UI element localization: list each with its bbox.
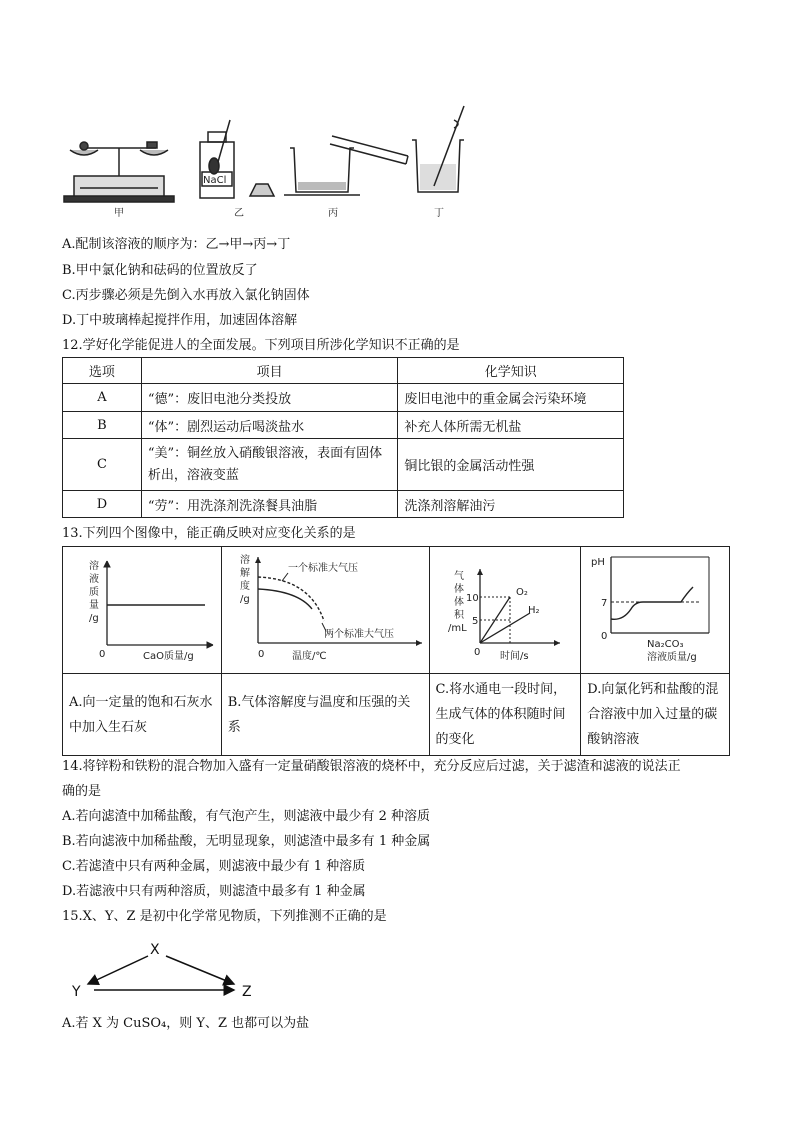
node-z: Z [242,984,252,1000]
graph-b-label-2atm: 两个标准大气压 [323,629,394,640]
arrow-x-to-y [88,956,148,984]
graph-a-cell [63,547,222,674]
q11-option-d: D.丁中玻璃棒起搅拌作用，加速固体溶解 [62,313,298,328]
graph-a-ylabel-0: 溶 [89,561,99,572]
figure-label-ding: 丁 [434,208,444,219]
q12-row-c-knowledge: 铜比银的金属活动性强 [398,439,624,491]
q15-option-a: A.若 X 为 CuSO₄，则 Y、Z 也都可以为盐 [62,1016,310,1031]
graph-b-origin: 0 [257,649,265,660]
graph-b-label-1atm: 一个标准大气压 [287,563,358,574]
graph-a-ylabel-2: 质 [89,587,99,598]
figure-label-bing: 丙 [328,208,338,219]
q13-caption-d: D.向氯化钙和盐酸的混合溶液中加入过量的碳酸钠溶液 [581,674,730,756]
graph-d-ylabel: pH [591,557,606,568]
graph-a-ylabel-1: 液 [89,574,99,585]
q12-row-b-option: B [63,412,142,439]
stirring-figure [412,106,464,192]
graph-c-cell [429,547,581,674]
graph-c-ylabel-1: 体 [453,584,464,595]
q13-caption-b: B.气体溶解度与温度和压强的关系 [221,674,429,756]
graph-c-tick-10: 10 [465,593,479,604]
q12-row-a-option: A [63,384,142,412]
q15-relationship-diagram [62,938,272,1002]
q12-row-c-option: C [63,439,142,491]
q12-row-c-item: “美”：铜丝放入硝酸银溶液，表面有固体析出，溶液变蓝 [141,439,398,491]
q12-stem: 12.学好化学能促进人的全面发展。下列项目所涉化学知识不正确的是 [62,338,460,353]
q12-header-option: 选项 [63,358,142,384]
q15-stem: 15.X、Y、Z 是初中化学常见物质，下列推测不正确的是 [62,909,387,924]
q13-caption-c: C.将水通电一段时间，生成气体的体积随时间的变化 [429,674,581,756]
node-y: Y [72,984,81,1000]
graph-b-curve-2atm [258,577,324,621]
figure-label-jia: 甲 [114,208,124,219]
q12-row-a-item: “德”：废旧电池分类投放 [141,384,398,412]
graph-d-curve [611,587,693,619]
balance-figure [64,142,174,202]
graph-d-cell [581,547,730,674]
graph-d-origin: 0 [601,631,608,642]
arrow-x-to-z [166,956,234,984]
q14-option-c: C.若滤渣中只有两种金属，则滤液中最少有 1 种溶质 [62,859,366,874]
q14-stem-1: 14.将锌粉和铁粉的混合物加入盛有一定量硝酸银溶液的烧杯中，充分反应后过滤，关于滤渣和滤液的说法正 [62,759,681,774]
experiment-figures [62,100,482,222]
pouring-figure [284,136,408,195]
graph-a [63,547,220,669]
q14-option-d: D.若滤液中只有两种溶质，则滤渣中最多有 1 种金属 [62,884,366,899]
q13-caption-a: A.向一定量的饱和石灰水中加入生石灰 [63,674,222,756]
graph-c-h2-label: H₂ [527,605,540,616]
q11-option-b: B.甲中氯化钠和砝码的位置放反了 [62,263,258,278]
q12-row-b-item: “体”：剧烈运动后喝淡盐水 [141,412,398,439]
graph-a-origin: 0 [99,649,106,660]
q13-stem: 13.下列四个图像中，能正确反映对应变化关系的是 [62,526,356,541]
graph-d-xlabel-2: 溶液质量/g [647,652,697,663]
nacl-label: NaCl [203,175,227,186]
graph-c [430,547,580,669]
q13-table [62,546,730,756]
graph-b-ylabel-1: 解 [239,568,250,579]
graph-b-ylabel-3: /g [239,594,250,605]
q11-option-c: C.丙步骤必须是先倒入水再放入氯化钠固体 [62,288,310,303]
graph-d-xlabel-1: Na₂CO₃ [647,639,684,650]
figure-label-yi: 乙 [234,208,244,219]
q12-header-knowledge: 化学知识 [398,358,624,384]
graph-c-o2-label: O₂ [515,587,528,598]
graph-c-origin: 0 [473,647,480,658]
graph-c-tick-5: 5 [471,616,478,627]
graph-b-ylabel-2: 度 [239,581,250,592]
graph-b [222,547,428,669]
graph-a-ylabel-4: /g [89,613,99,624]
graph-c-h2-line [480,613,530,643]
q12-row-d-option: D [63,491,142,518]
reagent-bottle-figure [200,120,274,198]
q12-header-item: 项目 [141,358,398,384]
graph-b-xlabel: 温度/℃ [291,651,327,662]
q14-stem-2: 确的是 [62,784,102,799]
graph-c-ylabel-2: 体 [453,597,464,608]
graph-c-ylabel-0: 气 [453,571,464,582]
q12-row-d-knowledge: 洗涤剂溶解油污 [398,491,624,518]
graph-a-xlabel: CaO质量/g [143,651,194,662]
graph-c-xlabel: 时间/s [499,651,529,662]
graph-b-cell [221,547,429,674]
q12-row-b-knowledge: 补充人体所需无机盐 [398,412,624,439]
q12-row-a-knowledge: 废旧电池中的重金属会污染环境 [398,384,624,412]
q14-option-b: B.若向滤液中加稀盐酸，无明显现象，则滤渣中最多有 1 种金属 [62,834,431,849]
graph-d [581,547,728,669]
graph-b-curve-1atm [258,589,312,609]
q12-row-d-item: “劳”：用洗涤剂洗涤餐具油脂 [141,491,398,518]
graph-c-ylabel-3: 积 [453,610,464,621]
q12-table [62,357,624,518]
graph-a-ylabel-3: 量 [89,600,99,611]
q11-option-a: A.配制该溶液的顺序为：乙→甲→丙→丁 [62,237,291,252]
graph-c-ylabel-4: /mL [447,623,467,634]
graph-d-tick-7: 7 [601,598,608,609]
node-x: X [150,942,160,958]
q14-option-a: A.若向滤渣中加稀盐酸，有气泡产生，则滤液中最少有 2 种溶质 [62,809,431,824]
graph-b-ylabel-0: 溶 [239,555,250,566]
